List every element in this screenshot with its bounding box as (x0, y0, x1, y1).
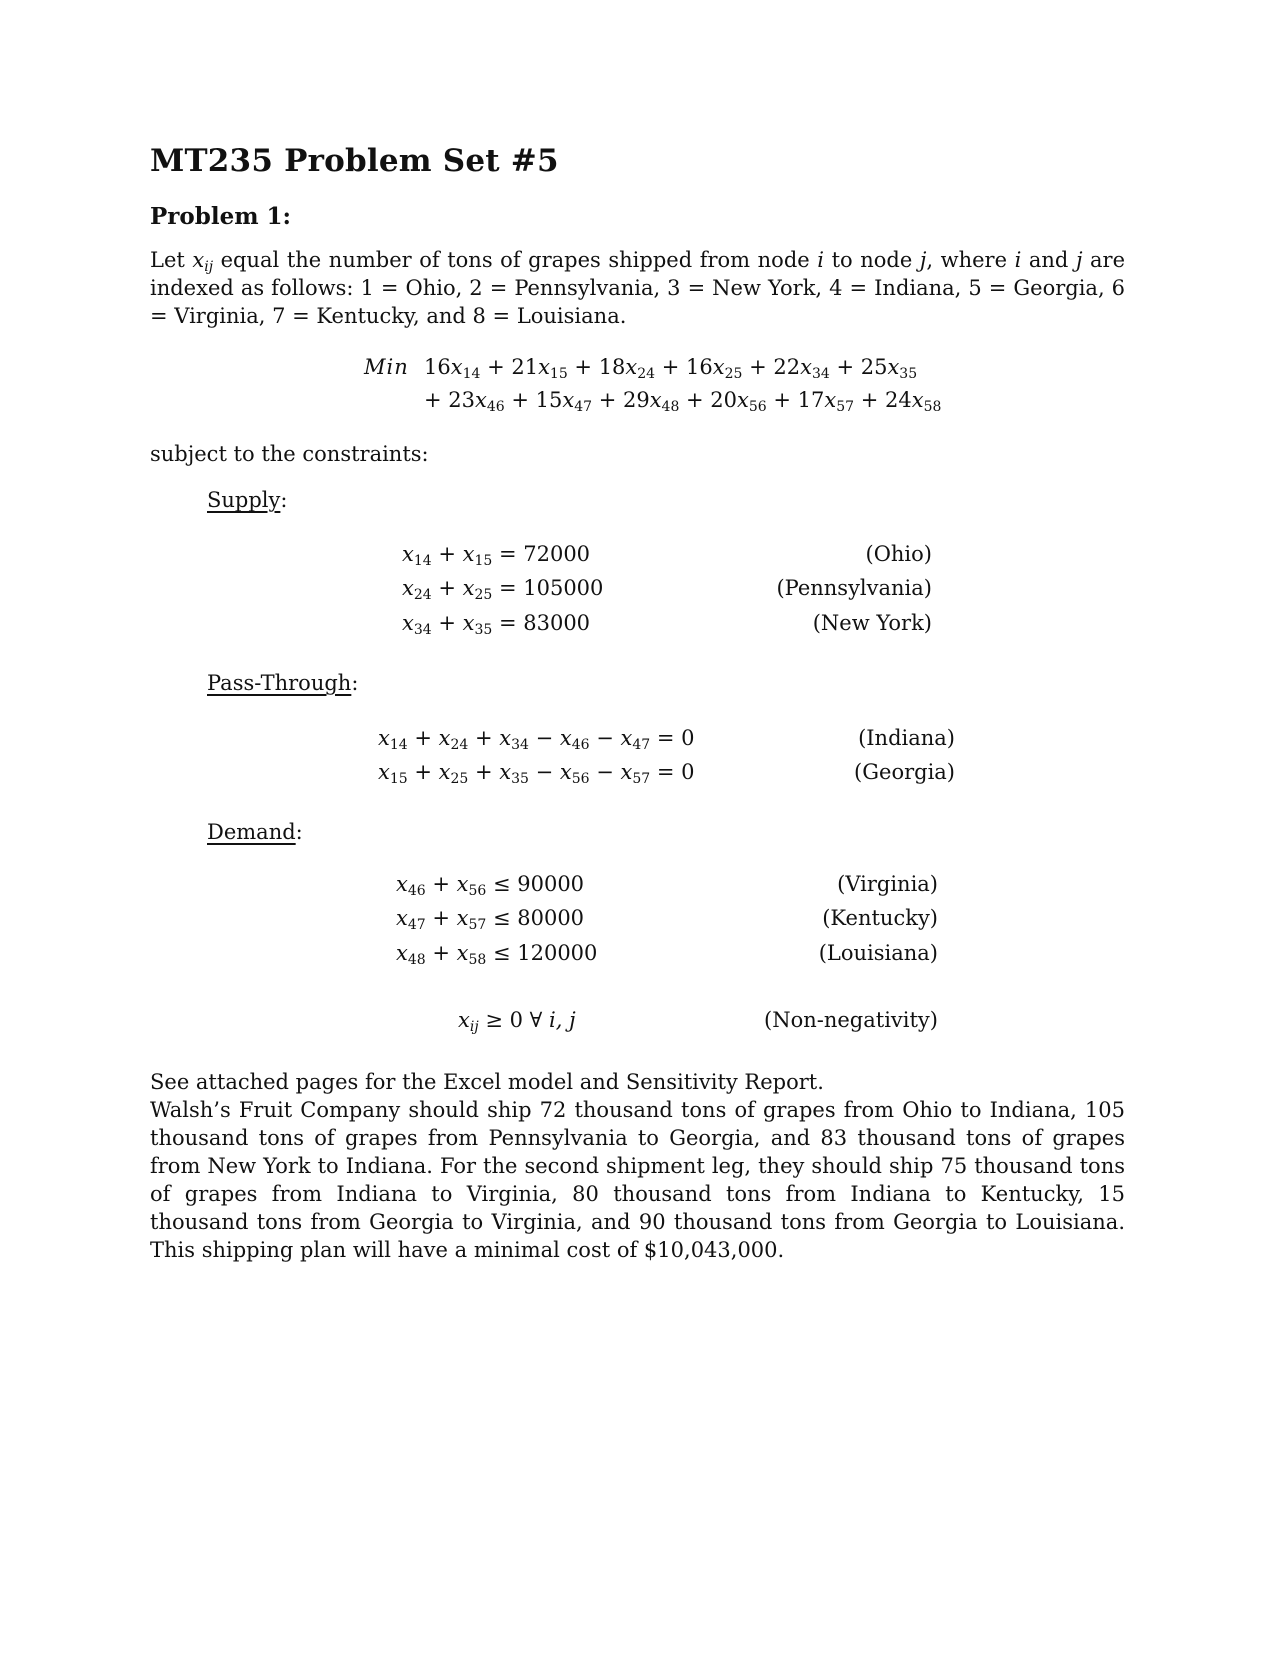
objective-line-2 (424, 388, 942, 415)
pass-through-node-name: (Georgia) (854, 760, 955, 784)
nonnegativity-name: (Non-negativity) (764, 1008, 938, 1032)
objective-term: + $21x_{15}$ (480, 355, 568, 382)
demand-label: Demand: (207, 820, 303, 844)
supply-label: Supply: (207, 488, 288, 512)
supply-node-name: (New York) (812, 611, 932, 635)
objective-term: + $25x_{35}$ (829, 355, 918, 382)
intro-paragraph: Let $x_{ij}$ equal the number of tons of grapes shipped from node i to node j, where i and j are indexed as follows: 1 = Ohio, 2 = Pennsylvania, 3 = New York, 4 = Indiana, 5 = Georgia, 6 = Virginia, 7 = Kentucky, and 8 = Louisiana. (150, 248, 1126, 328)
problem-heading: Problem 1: (150, 203, 292, 230)
objective-term: + $23x_{46}$ (424, 388, 505, 415)
objective-term: + $29x_{48}$ (592, 388, 680, 415)
objective-term: + $24x_{58}$ (854, 388, 942, 415)
demand-inequality: $x_{48} + x_{58} \le 120000$ (396, 941, 598, 968)
objective-term: + $22x_{34}$ (742, 355, 830, 382)
supply-equation: $x_{24} + x_{25} = 105000$ (402, 576, 604, 603)
conclusion-line-1: See attached pages for the Excel model and Sensitivity Report. (150, 1070, 824, 1094)
demand-node-name: (Kentucky) (822, 906, 938, 930)
pass-through-node-name: (Indiana) (858, 726, 955, 750)
pass-through-equation: $x_{14} + x_{24} + x_{34} - x_{46} - x_{47} = 0$ (378, 726, 695, 753)
nonnegativity-constraint: $x_{ij} \ge 0$ ∀ i, j (458, 1008, 576, 1035)
objective-term: + $17x_{57}$ (766, 388, 855, 415)
supply-equation: $x_{14} + x_{15} = 72000$ (402, 542, 591, 569)
demand-node-name: (Louisiana) (818, 941, 938, 965)
supply-node-name: (Pennsylvania) (776, 576, 932, 600)
objective-term: + $20x_{56}$ (679, 388, 767, 415)
demand-node-name: (Virginia) (837, 872, 938, 896)
constraints-intro: subject to the constraints: (150, 442, 429, 466)
page-title: MT235 Problem Set #5 (150, 143, 559, 179)
demand-inequality: $x_{47} + x_{57} \le 80000$ (396, 906, 585, 933)
supply-node-name: (Ohio) (865, 542, 932, 566)
objective-label: Min (364, 355, 409, 379)
objective-term: + $15x_{47}$ (504, 388, 593, 415)
conclusion-paragraph (150, 1068, 1125, 1264)
objective-term: + $18x_{24}$ (567, 355, 656, 382)
conclusion-body: Walsh’s Fruit Company should ship 72 thousand tons of grapes from Ohio to Indiana, 105 thousand tons of grapes from Pennsylvania to Georgia, and 83 thousand tons of grapes from New York to Indiana. For the second shipment leg, they should ship 75 thousand tons of grapes from Indiana to Virginia, 80 thousand tons from Indiana to Kentucky, 15 thousand tons from Georgia to Virginia, and 90 thousand tons from Georgia to Louisiana. This shipping plan will have a minimal cost of $10,043,000. (150, 1098, 1125, 1262)
objective-term: + $16x_{25}$ (655, 355, 743, 382)
objective-line-1 (424, 355, 918, 382)
supply-equation: $x_{34} + x_{35} = 83000$ (402, 611, 591, 638)
pass-through-equation: $x_{15} + x_{25} + x_{35} - x_{56} - x_{57} = 0$ (378, 760, 695, 787)
demand-inequality: $x_{46} + x_{56} \le 90000$ (396, 872, 585, 899)
pass-through-label: Pass-Through: (207, 671, 359, 695)
objective-term: $16x_{14}$ (424, 355, 481, 382)
